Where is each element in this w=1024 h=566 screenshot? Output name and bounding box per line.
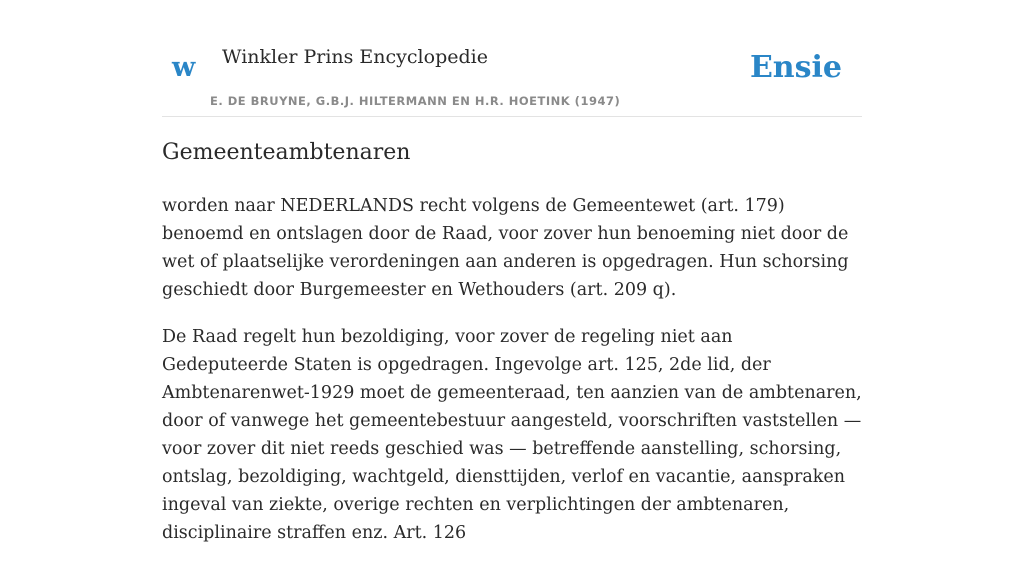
- logo-icon[interactable]: w: [172, 52, 196, 83]
- brand-logo[interactable]: Ensie: [749, 50, 842, 85]
- article-title: Gemeenteambtenaren: [162, 140, 411, 165]
- site-header: [162, 0, 862, 117]
- authors-line: E. DE BRUYNE, G.B.J. HILTERMANN EN H.R. HOETINK (1947): [210, 94, 621, 108]
- page-container: [162, 0, 862, 543]
- article-paragraph-1: worden naar NEDERLANDS recht volgens de Gemeentewet (art. 179) benoemd en ontslagen door de Raad, voor zover hun benoeming niet door de wet of plaatselijke verordeningen aan anderen is opgedragen. Hun schorsing geschiedt door Burgemeester en Wethouders (art. 209 q).: [162, 196, 849, 300]
- article-paragraph-2: De Raad regelt hun bezoldiging, voor zover de regeling niet aan Gedeputeerde Staten is opgedragen. Ingevolge art. 125, 2de lid, der Ambtenarenwet-1929 moet de gemeenteraad, ten aanzien van de ambtenaren, door of vanwege het gemeentebestuur aangesteld, voorschriften vaststellen — voor zover dit niet reeds geschied was — betreffende aanstelling, schorsing, ontslag, bezoldiging, wachtgeld, diensttijden, verlof en vacantie, aanspraken ingeval van ziekte, overige rechten en verplichtingen der ambtenaren, disciplinaire straffen enz. Art. 126: [162, 327, 862, 543]
- article-body: [162, 192, 862, 566]
- encyclopedia-title[interactable]: Winkler Prins Encyclopedie: [222, 46, 488, 68]
